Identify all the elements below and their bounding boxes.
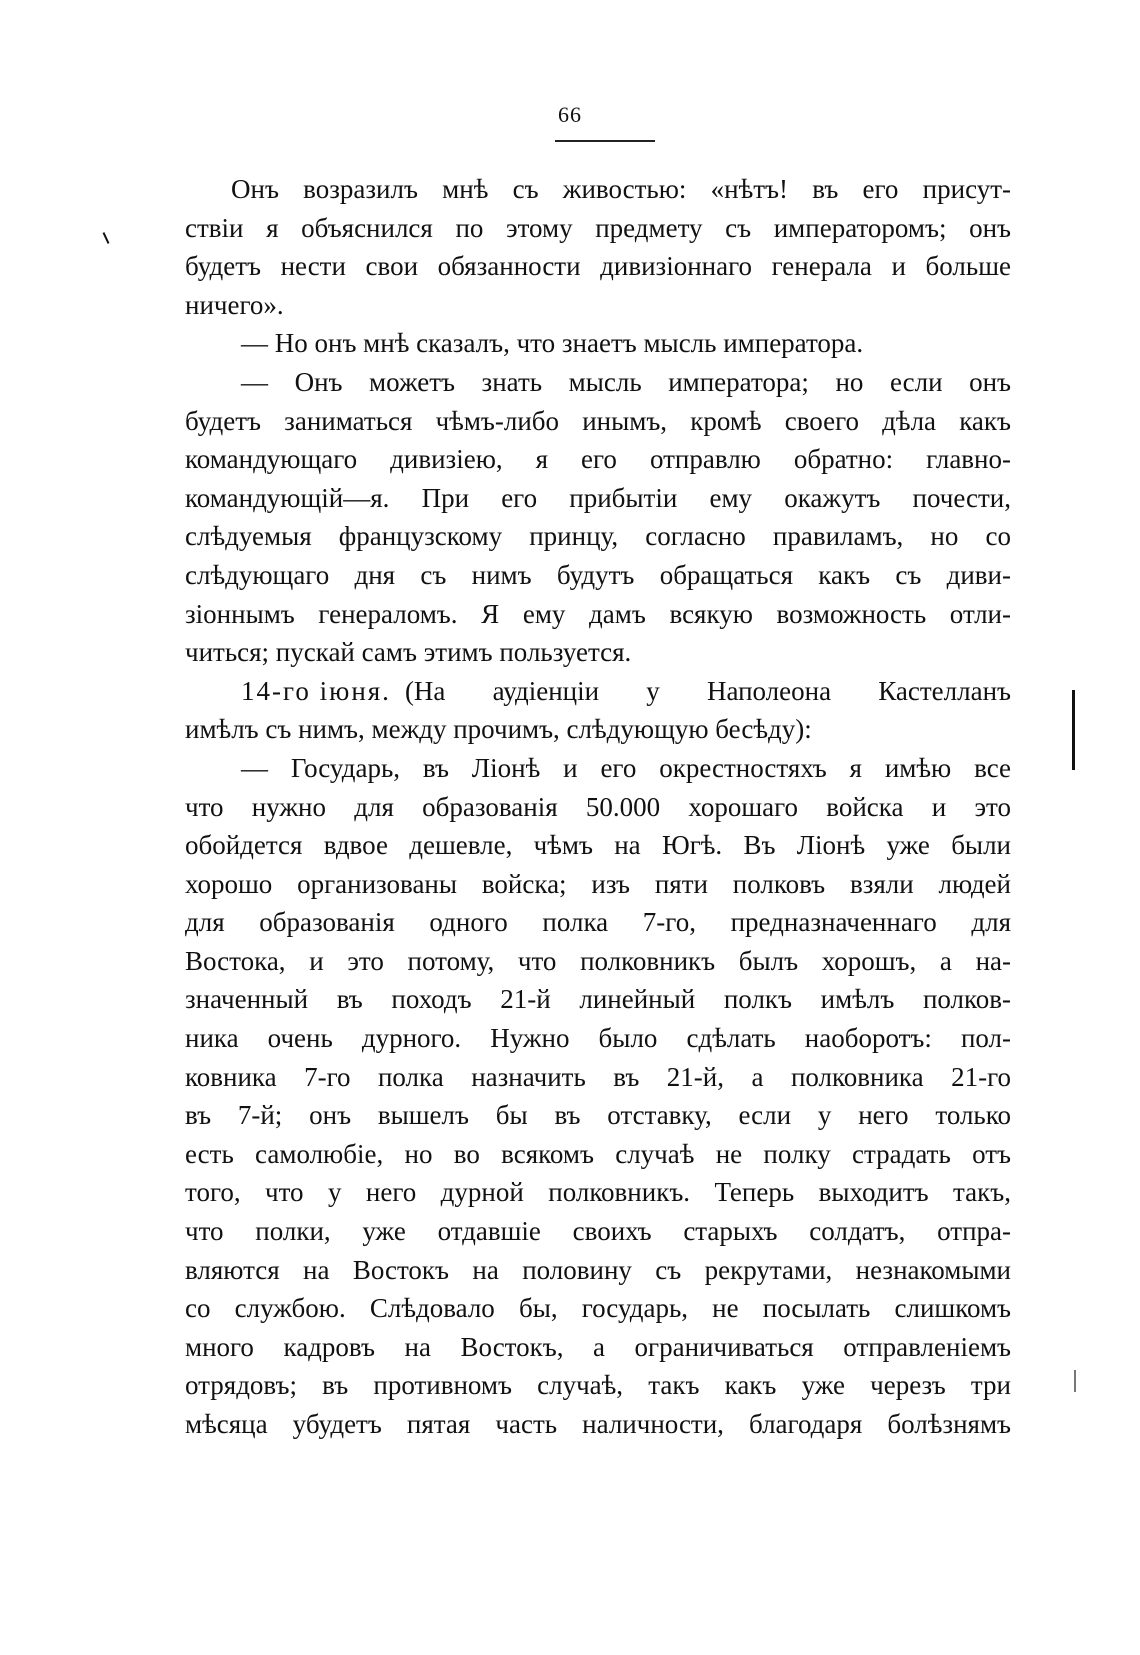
text-line: — Государь, въ Ліонѣ и его окрестностяхъ я имѣю все xyxy=(241,752,1011,783)
text-line: ничего». xyxy=(185,289,284,320)
date-line xyxy=(185,672,1011,711)
text-line: есть самолюбіе, но во всякомъ случаѣ не полку страдать отъ xyxy=(185,1138,1011,1169)
text-line: въ 7-й; онъ вышелъ бы въ отставку, если у него только xyxy=(185,1100,1011,1131)
text-line: со службою. Слѣдовало бы, государь, не посылать слишкомъ xyxy=(185,1293,1011,1324)
text-line: ника очень дурного. Нужно было сдѣлать наоборотъ: пол- xyxy=(185,1023,1011,1054)
text-line: будетъ нести свои обязанности дивизіоннаго генерала и больше xyxy=(185,251,1011,282)
scan-mark-right-bar xyxy=(1072,690,1075,770)
page-number: 66 xyxy=(558,102,582,127)
text-line: Востока, и это потому, что полковникъ былъ хорошъ, а на- xyxy=(185,945,1011,976)
scan-mark-left xyxy=(103,232,110,244)
text-line: вляются на Востокъ на половину съ рекрутами, незнакомыми xyxy=(185,1254,1011,1285)
date-heading: 14-го іюня. xyxy=(241,675,391,706)
text-line: что нужно для образованія 50.000 хорошаго войска и это xyxy=(185,791,1011,822)
text-line: для образованія одного полка 7-го, предназначеннаго для xyxy=(185,907,1011,938)
text-line: отрядовъ; въ противномъ случаѣ, такъ какъ уже черезъ три xyxy=(185,1370,1011,1401)
text-line: Онъ возразилъ мнѣ съ живостью: «нѣтъ! въ его присут- xyxy=(231,174,1011,204)
body-text xyxy=(185,170,1011,1444)
text-line: хорошо организованы войска; изъ пяти полковъ взяли людей xyxy=(185,868,1011,899)
text-line: ствіи я объяснился по этому предмету съ императоромъ; онъ xyxy=(185,212,1011,243)
date-line-text: (На аудіенціи у Наполеона Кастелланъ xyxy=(404,675,1011,706)
text-line: ковника 7-го полка назначить въ 21-й, а полковника 21-го xyxy=(185,1061,1011,1092)
text-line: командующаго дивизіею, я его отправлю обратно: главно- xyxy=(185,444,1011,475)
text-line: будетъ заниматься чѣмъ-либо инымъ, кромѣ своего дѣла какъ xyxy=(185,405,1011,436)
text-line: — Онъ можетъ знать мысль императора; но если онъ xyxy=(241,366,1011,397)
text-line: что полки, уже отдавшіе своихъ старыхъ солдатъ, отпра- xyxy=(185,1216,1011,1247)
text-line: мѣсяца убудетъ пятая часть наличности, благодаря болѣзнямъ xyxy=(185,1409,1011,1439)
text-line: командующій—я. При его прибытіи ему окажутъ почести, xyxy=(185,482,1011,513)
page-number-rule xyxy=(555,140,655,142)
text-line: — Но онъ мнѣ сказалъ, что знаетъ мысль императора. xyxy=(241,328,864,359)
text-line: много кадровъ на Востокъ, а ограничиваться отправленіемъ xyxy=(185,1331,1011,1362)
scan-mark-right-bottom xyxy=(1074,1370,1076,1392)
text-line: слѣдующаго дня съ нимъ будутъ обращаться какъ съ диви- xyxy=(185,559,1011,590)
text-line: значенный въ походъ 21-й линейный полкъ имѣлъ полков- xyxy=(185,984,1011,1015)
text-line: обойдется вдвое дешевле, чѣмъ на Югѣ. Въ Ліонѣ уже были xyxy=(185,830,1011,861)
text-line: имѣлъ съ нимъ, между прочимъ, слѣдующую бесѣду): xyxy=(185,714,812,745)
text-line: читься; пускай самъ этимъ пользуется. xyxy=(185,637,632,668)
text-line: слѣдуемыя французскому принцу, согласно правиламъ, но со xyxy=(185,521,1011,552)
text-line: того, что у него дурной полковникъ. Теперь выходитъ такъ, xyxy=(185,1177,1011,1208)
text-line: зіоннымъ генераломъ. Я ему дамъ всякую возможность отли- xyxy=(185,598,1011,629)
